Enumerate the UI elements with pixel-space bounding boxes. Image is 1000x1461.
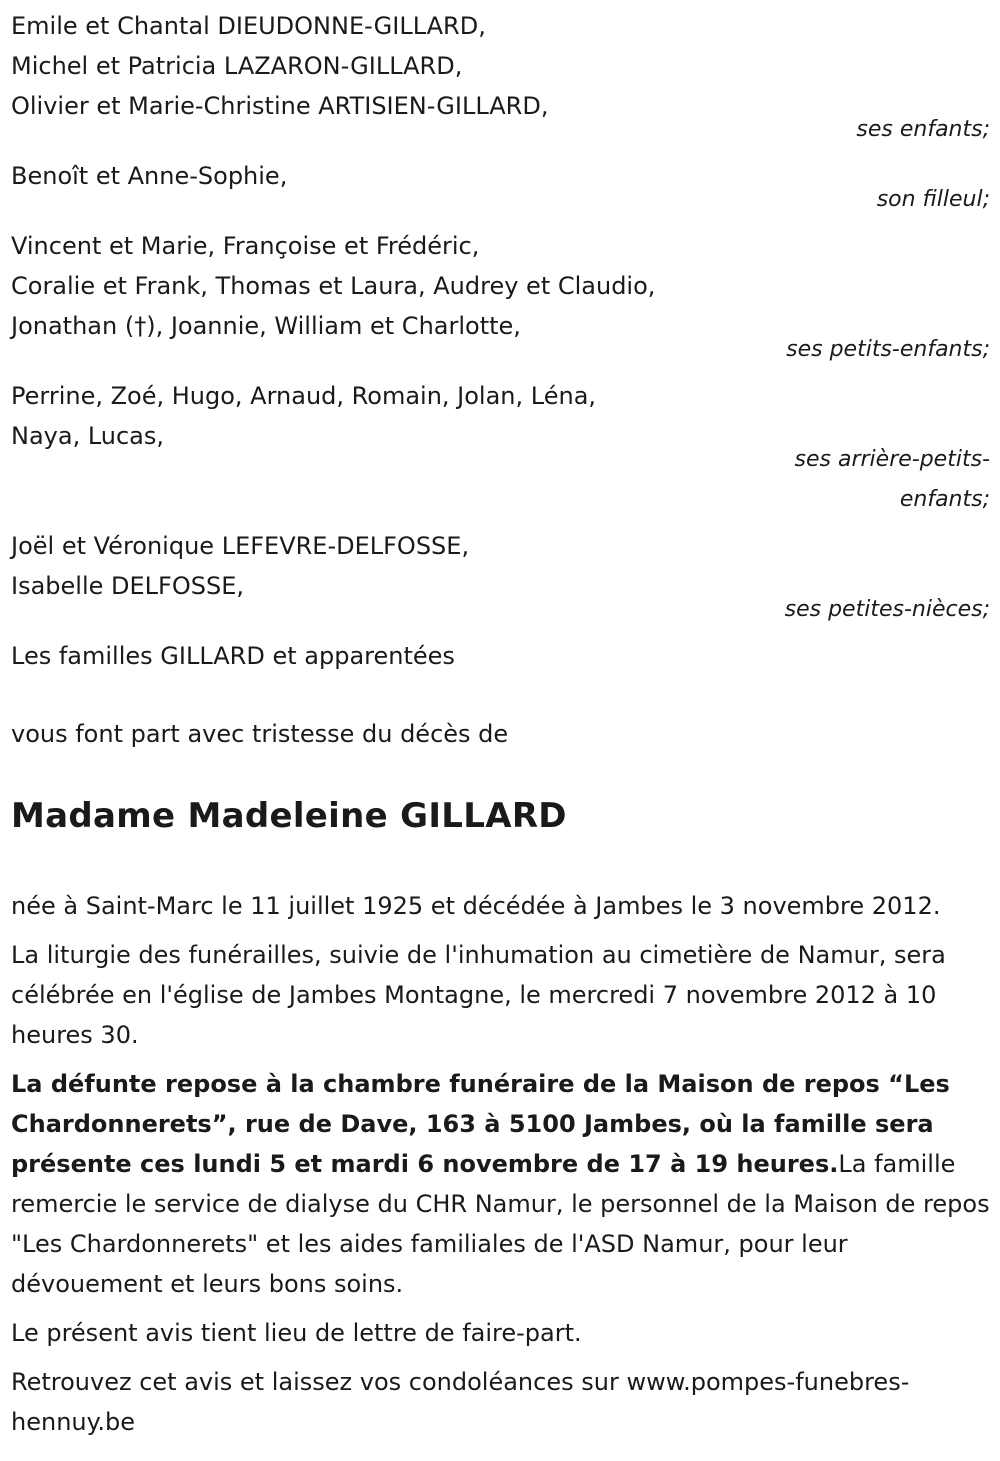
name-line: Isabelle DELFOSSE, xyxy=(11,572,244,600)
names-block xyxy=(11,636,990,676)
name-line: Benoît et Anne-Sophie, xyxy=(11,162,288,190)
birth-death-paragraph: née à Saint-Marc le 11 juillet 1925 et décédée à Jambes le 3 novembre 2012. xyxy=(11,892,941,920)
liturgy-paragraph: La liturgie des funérailles, suivie de l'inhumation au cimetière de Namur, sera célébrée en l'église de Jambes Montagne, le mercredi 7 novembre 2012 à 10 heures 30. xyxy=(11,941,946,1049)
relation-line: enfants; xyxy=(899,487,990,512)
name-line: Emile et Chantal DIEUDONNE-GILLARD, xyxy=(11,12,486,40)
relation-label: ses petites-nièces; xyxy=(784,597,990,622)
name-line: Les familles GILLARD et apparentées xyxy=(11,642,455,670)
name-line: Naya, Lucas, xyxy=(11,422,165,450)
names-block xyxy=(11,6,990,126)
group-children xyxy=(11,6,990,150)
relation-label: ses enfants; xyxy=(856,117,990,142)
condolences-paragraph: Retrouvez cet avis et laissez vos condoléances sur www.pompes-funebres-hennuy.be xyxy=(11,1368,910,1436)
name-line: Olivier et Marie-Christine ARTISIEN-GILLARD, xyxy=(11,92,549,120)
group-godson xyxy=(11,156,990,220)
names-block xyxy=(11,226,990,346)
repose-bold-text: La défunte repose à la chambre funéraire de la Maison de repos “Les Chardonnerets”, rue de Dave, 163 à 5100 Jambes, où la famille sera présente ces lundi 5 et mardi 6 novembre de 17 à 19 heures. xyxy=(11,1070,950,1178)
name-line: Jonathan (†), Joannie, William et Charlotte, xyxy=(11,312,521,340)
name-line: Coralie et Frank, Thomas et Laura, Audrey et Claudio, xyxy=(11,272,656,300)
relation-line: ses arrière-petits- xyxy=(794,447,990,472)
group-grandnieces xyxy=(11,526,990,630)
relation-label: son filleul; xyxy=(876,187,990,212)
family-list xyxy=(11,0,990,676)
name-line: Joël et Véronique LEFEVRE-DELFOSSE, xyxy=(11,532,470,560)
repose-paragraph xyxy=(11,1064,990,1304)
thanks-text: La famille remercie le service de dialyse du CHR Namur, le personnel de la Maison de repos "Les Chardonnerets" et les aides familiales de l'ASD Namur, pour leur dévouement et leurs bons soins. xyxy=(11,1150,990,1298)
name-line: Michel et Patricia LAZARON-GILLARD, xyxy=(11,52,463,80)
relation-label: ses petits-enfants; xyxy=(786,337,990,362)
notice-paragraph: Le présent avis tient lieu de lettre de faire-part. xyxy=(11,1319,582,1347)
name-line: Perrine, Zoé, Hugo, Arnaud, Romain, Jolan, Léna, xyxy=(11,382,597,410)
relation-label xyxy=(760,440,990,520)
group-grandchildren xyxy=(11,226,990,370)
deceased-name: Madame Madeleine GILLARD xyxy=(11,796,567,836)
announcement-text: vous font part avec tristesse du décès de xyxy=(11,720,509,748)
group-great-grandchildren xyxy=(11,376,990,520)
name-line: Vincent et Marie, Françoise et Frédéric, xyxy=(11,232,480,260)
group-families xyxy=(11,636,990,676)
